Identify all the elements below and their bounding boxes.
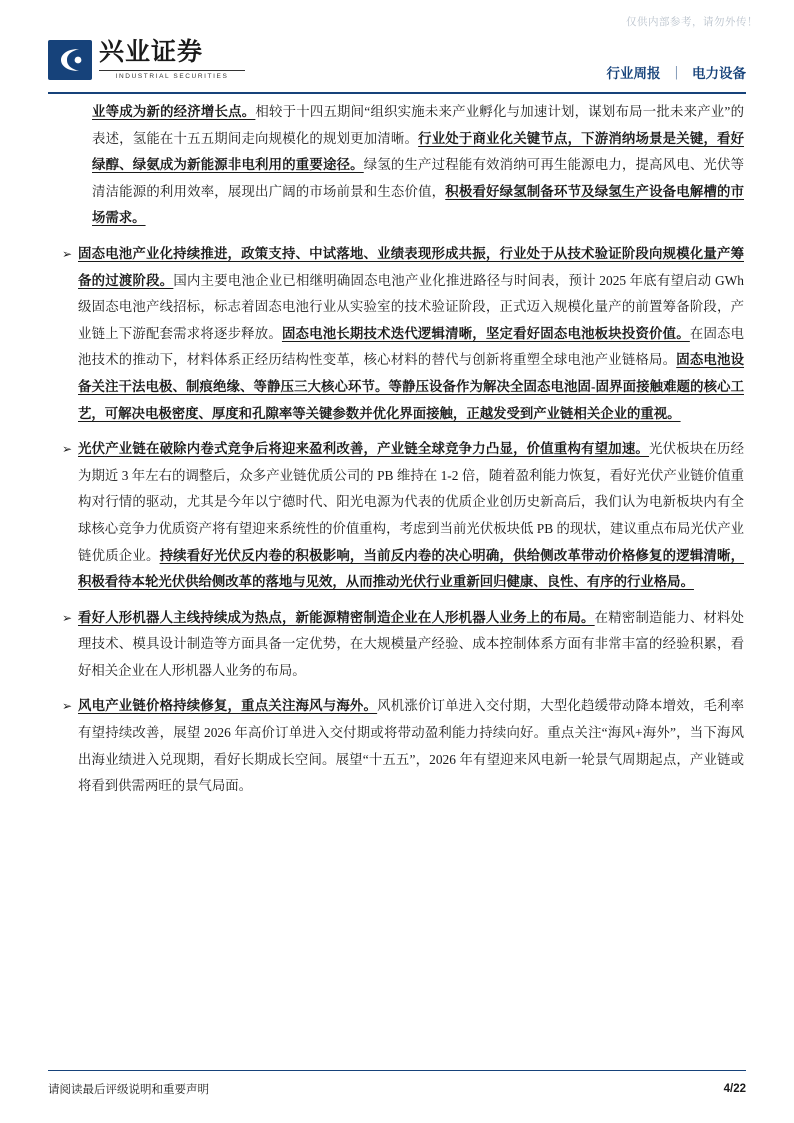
footer-divider: [48, 1070, 746, 1071]
bullet-marker-icon: ➢: [61, 610, 73, 625]
bullet-item: [48, 693, 746, 799]
text-run: 业等成为新的经济增长点。: [92, 104, 256, 119]
paragraph-continued: [48, 99, 746, 232]
text-run: 行业处于商业化关键节点，下游消纳场景是关键，看好绿醇、绿氨成为新能源非电利用的重要途径。: [92, 130, 745, 173]
document-body: [48, 99, 746, 1063]
text-run: 光伏产业链在破除内卷式竞争后将迎来盈利改善，产业链全球竞争力凸显，价值重构有望加速。: [78, 441, 650, 457]
logo-english-name: INDUSTRIAL SECURITIES: [99, 70, 245, 80]
text-run: 在固态电池技术的推动下，材料体系正经历结构性变革，核心材料的替代与创新将重塑全球电池产业链格局。: [78, 325, 745, 368]
header-report-type: 行业周报: [606, 66, 661, 81]
bullet-item: [48, 436, 746, 596]
header-industry: 电力设备: [692, 66, 746, 81]
text-run: 看好人形机器人主线持续成为热点，新能源精密制造企业在人形机器人业务上的布局。: [78, 609, 595, 625]
text-run: 固态电池设备关注干法电极、制痕绝缘、等静压三大核心环节。等静压设备作为解决全固态电池固-固界面接触难题的核心工艺，可解决电极密度、厚度和孔隙率等关键参数并优化界面接触，正越发受到产业链相关企业的重视。: [78, 352, 745, 421]
text-run: 光伏板块在历经为期近 3 年左右的调整后，众多产业链优质公司的 PB 维持在 1-2 倍，随着盈利能力恢复，看好光伏产业链价值重构对行情的驱动，尤其是今年以宁德时代、阳光电源为代表的优质企业创历史新高后，我们认为电新板块内有全球核心竞争力优质资产将有望迎来系统性的价值重构，考虑到当前光伏板块低 PB 的现状，建议重点布局光伏产业链优质企业。: [78, 441, 744, 563]
text-run: 在精密制造能力、材料处理技术、模具设计制造等方面具备一定优势，在大规模量产经验、成本控制体系方面有非常丰富的经验积累，看好相关企业在人形机器人业务的布局。: [78, 609, 745, 678]
header-separator: ｜: [669, 66, 683, 81]
text-run: 固态电池长期技术迭代逻辑清晰，坚定看好固态电池板块投资价值。: [281, 325, 690, 341]
text-run: 积极看好绿氢制备环节及绿氢生产设备电解槽的市场需求。: [92, 183, 745, 226]
bullet-text: [78, 605, 746, 685]
bullet-item: [48, 605, 746, 685]
header-category: [607, 62, 747, 82]
text-run: 绿氢的生产过程能有效消纳可再生能源电力，提高风电、光伏等清洁能源的利用效率，展现出广阔的市场前景和生态价值，: [92, 157, 744, 199]
bullet-marker-icon: ➢: [61, 246, 73, 261]
page-footer: [48, 1081, 746, 1097]
bullet-marker-icon: ➢: [61, 442, 73, 457]
text-run: 持续看好光伏反内卷的积极影响，当前反内卷的决心明确，供给侧改革带动价格修复的逻辑清晰，积极看待本轮光伏供给侧改革的落地与见效，从而推动光伏行业重新回归健康、良性、有序的行业格局。: [78, 547, 744, 590]
company-logo: [48, 40, 245, 80]
bullet-text: [78, 241, 746, 427]
header-divider: [48, 92, 746, 94]
bullet-item: [48, 241, 746, 427]
text-run: 相较于十四五期间“组织实施未来产业孵化与加速计划，谋划布局一批未来产业”的表述，氢能在十五五期间走向规模化的规划更加清晰。: [92, 104, 744, 146]
text-run: 国内主要电池企业已相继明确固态电池产业化推进路径与时间表，预计 2025 年底有望启动 GWh 级固态电池产线招标，标志着固态电池行业从实验室的技术验证阶段，正式迈入规模化量产的前置筹备阶段，产业链上下游配套需求将逐步释放。: [78, 272, 745, 341]
bullet-text: [78, 693, 746, 799]
bullet-text: [78, 436, 746, 596]
watermark-text: 仅供内部参考，请勿外传！: [626, 16, 758, 28]
footer-page-number: 4/22: [723, 1083, 746, 1095]
text-run: 风电产业链价格持续修复，重点关注海风与海外。: [78, 698, 378, 714]
bullet-marker-icon: ➢: [61, 699, 73, 714]
logo-text: [99, 40, 245, 79]
logo-chinese-name: 兴业证券: [99, 39, 204, 67]
text-run: 固态电池产业化持续推进，政策支持、中试落地、业绩表现形成共振，行业处于从技术验证阶段向规模化量产筹备的过渡阶段。: [78, 245, 744, 288]
footer-disclaimer: 请阅读最后评级说明和重要声明: [48, 1084, 209, 1096]
text-run: 风机涨价订单进入交付期，大型化趋缓带动降本增效，毛利率有望持续改善，展望 2026 年高价订单进入交付期或将带动盈利能力持续向好。重点关注“海风+海外”，当下海风出海业绩进入兑现期，看好长期成长空间。展望“十五五”，2026 年有望迎来风电新一轮景气周期起点，产业链或将看到供需两旺的景气局面。: [78, 698, 745, 794]
logo-mark-icon: [48, 40, 92, 80]
